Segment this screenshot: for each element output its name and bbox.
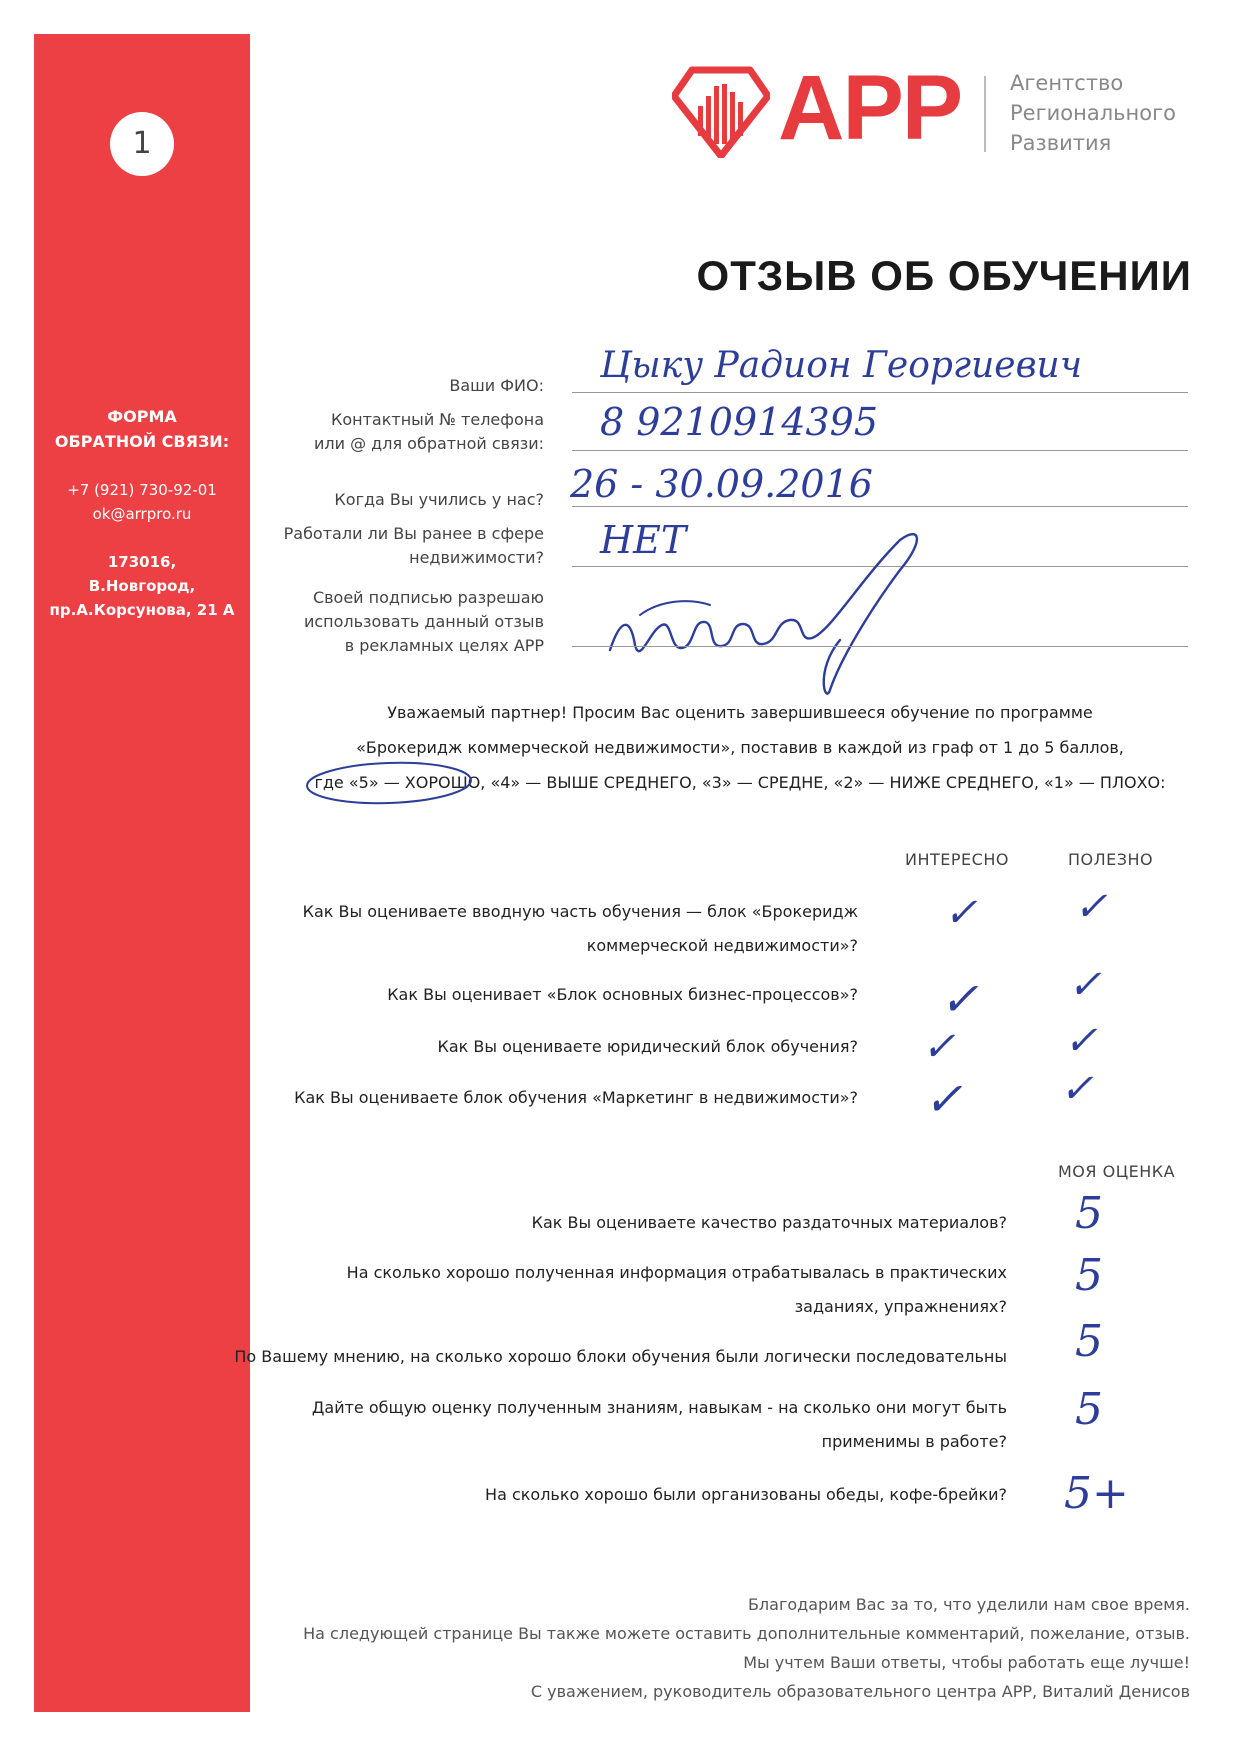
contact-address: 173016, В.Новгород, пр.А.Корсунова, 21 А xyxy=(49,553,235,619)
field-value-handwritten[interactable]: 8 9210914395 xyxy=(600,400,879,444)
feedback-form-title: ФОРМА ОБРАТНОЙ СВЯЗИ: xyxy=(54,407,230,451)
question-text: Как Вы оцениваете вводную часть обучения — блок «Брокеридж коммерческой недвижимости»? xyxy=(302,902,858,955)
column-header-my-rating: МОЯ ОЦЕНКА xyxy=(1058,1162,1176,1181)
closing-text: Благодарим Вас за то, что уделили нам свое время. На следующей странице Вы также можете оставить дополнительные комментарий, пожелание, отзыв. Мы учтем Ваши ответы, чтобы работать еще лучше! С уважением, руководитель образовательного центра АРР, Виталий Денисов xyxy=(303,1595,1190,1701)
grade-handwritten[interactable]: 5 xyxy=(1075,1188,1103,1239)
circle-mark-icon xyxy=(303,757,479,809)
checkmark-useful[interactable]: ✓ xyxy=(1064,1018,1098,1064)
contact-info xyxy=(34,478,250,526)
intro-text: Уважаемый партнер! Просим Вас оценить завершившееся обучение по программе «Брокеридж коммерческой недвижимости», поставив в каждой из граф от 1 до 5 баллов, где «5» — ХОРОШО, «4» — ВЫШЕ СРЕДНЕГО, «3» — СРЕДНЕ, «2» — НИЖЕ СРЕДНЕГО, «1» — ПЛОХО: xyxy=(314,703,1166,792)
logo-abbreviation: АРР xyxy=(778,57,962,159)
diamond-logo-icon xyxy=(672,66,770,158)
field-underline xyxy=(572,646,1188,647)
logo-divider xyxy=(984,76,986,152)
checkmark-interesting[interactable]: ✓ xyxy=(944,890,978,936)
grade-handwritten[interactable]: 5 xyxy=(1075,1250,1103,1301)
field-label: Ваши ФИО: xyxy=(449,376,544,395)
document-title: ОТЗЫВ ОБ ОБУЧЕНИИ xyxy=(696,252,1192,299)
field-value-handwritten[interactable]: НЕТ xyxy=(600,518,687,562)
logo-agency-name: Агентство Регионального Развития xyxy=(1010,71,1176,155)
contact-phone: +7 (921) 730-92-01 xyxy=(67,481,217,499)
question-text: Как Вы оцениваете блок обучения «Маркетинг в недвижимости»? xyxy=(294,1088,858,1107)
field-value-handwritten[interactable]: 26 - 30.09.2016 xyxy=(570,462,873,506)
field-underline xyxy=(572,392,1188,393)
question-text: На сколько хорошо были организованы обеды, кофе-брейки? xyxy=(485,1485,1007,1504)
field-label: Контактный № телефона или @ для обратной связи: xyxy=(313,410,544,453)
checkmark-useful[interactable]: ✓ xyxy=(1068,962,1102,1008)
checkmark-interesting[interactable]: ✓ xyxy=(922,1024,956,1070)
question-text: Как Вы оцениваете юридический блок обучения? xyxy=(437,1037,858,1056)
question-text: Дайте общую оценку полученным знаниям, навыкам - на сколько они могут быть применимы в работе? xyxy=(311,1398,1007,1451)
question-text: Как Вы оцениваете качество раздаточных материалов? xyxy=(531,1213,1007,1232)
question-text: По Вашему мнению, на сколько хорошо блоки обучения были логически последовательны xyxy=(234,1347,1007,1366)
column-header-useful: ПОЛЕЗНО xyxy=(1068,850,1154,869)
contact-email: ok@arrpro.ru xyxy=(92,505,192,523)
field-label: Работали ли Вы ранее в сфере недвижимости? xyxy=(283,524,544,567)
column-header-interesting: ИНТЕРЕСНО xyxy=(905,850,1009,869)
field-underline xyxy=(572,450,1188,451)
page-number: 1 xyxy=(110,112,174,176)
grade-handwritten[interactable]: 5 xyxy=(1075,1384,1103,1435)
grade-handwritten[interactable]: 5 xyxy=(1075,1316,1103,1367)
field-label: Своей подписью разрешаю использовать данный отзыв в рекламных целях АРР xyxy=(303,588,544,655)
checkmark-interesting[interactable]: ✓ xyxy=(940,972,979,1026)
field-value-handwritten[interactable]: Цыку Радион Георгиевич xyxy=(600,345,1083,386)
field-label: Когда Вы учились у нас? xyxy=(334,490,544,509)
checkmark-interesting[interactable]: ✓ xyxy=(924,1072,963,1126)
signature-icon xyxy=(600,520,980,710)
question-text: На сколько хорошо полученная информация отрабатывалась в практических заданиях, упражнениях? xyxy=(346,1263,1007,1316)
field-underline xyxy=(572,506,1188,507)
checkmark-useful[interactable]: ✓ xyxy=(1074,884,1108,930)
question-text: Как Вы оценивает «Блок основных бизнес-процессов»? xyxy=(387,985,858,1004)
red-sidebar xyxy=(34,34,250,1712)
grade-handwritten[interactable]: 5+ xyxy=(1064,1468,1129,1519)
checkmark-useful[interactable]: ✓ xyxy=(1060,1066,1094,1112)
